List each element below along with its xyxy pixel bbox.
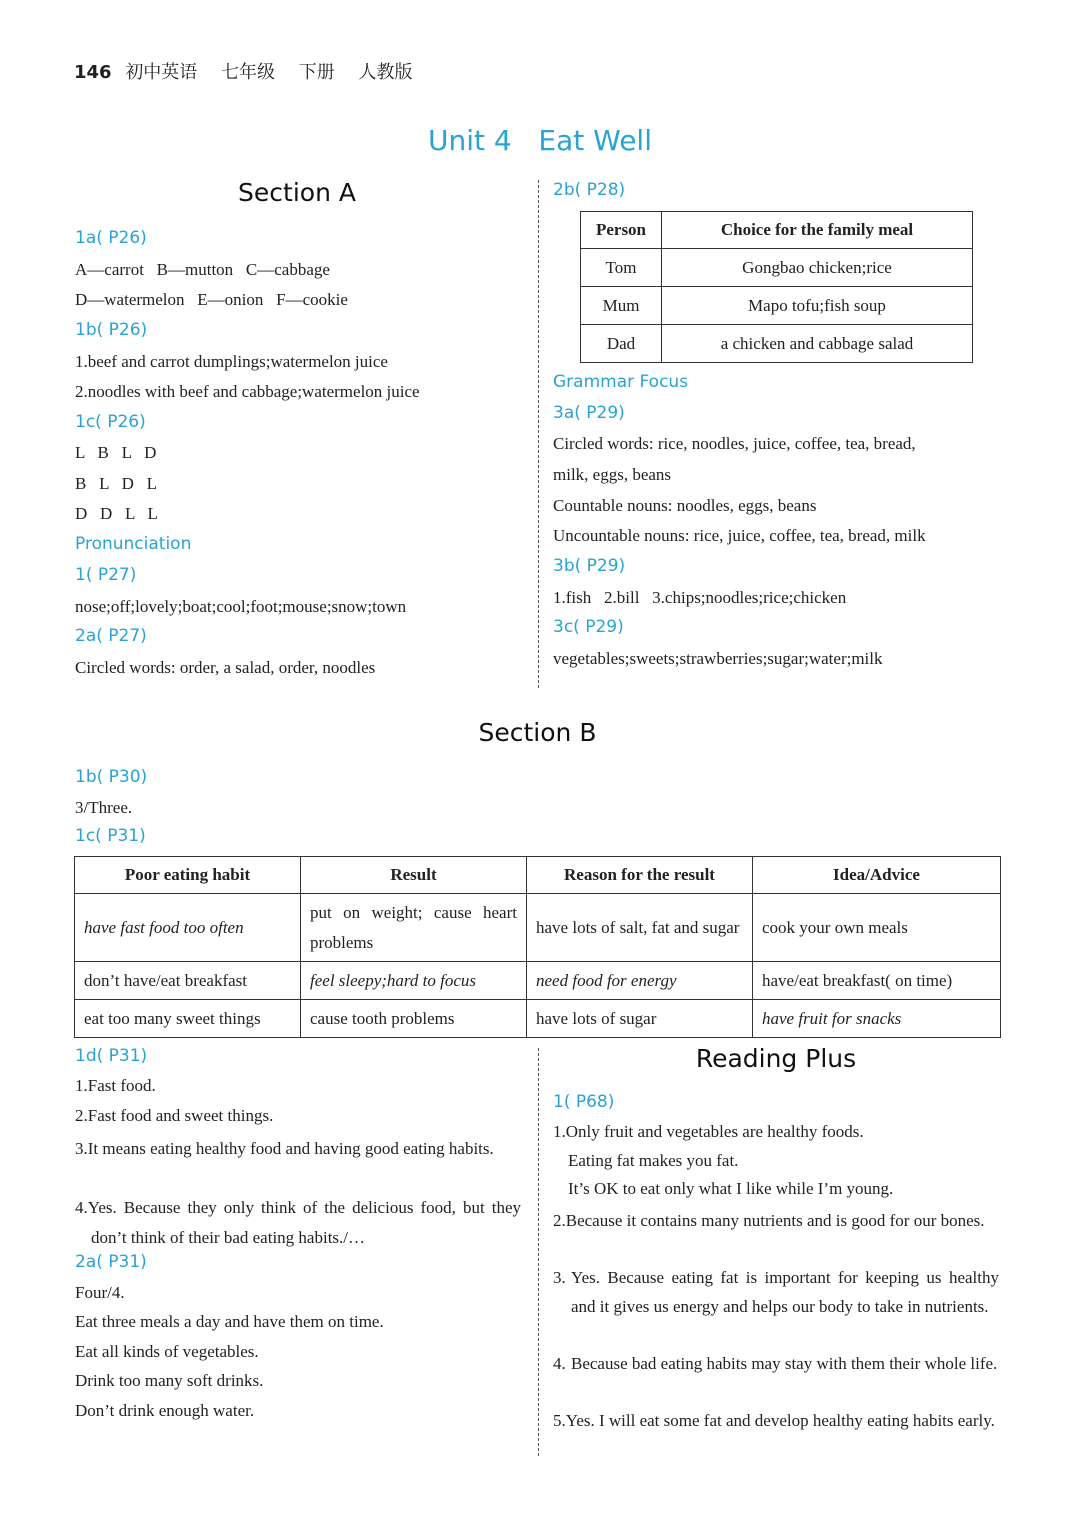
table-header: Result (301, 857, 527, 894)
reading-plus-heading: Reading Plus (695, 1044, 857, 1073)
answer-b-2a-4: Drink too many soft drinks. (75, 1371, 264, 1390)
table-row (75, 894, 1001, 962)
table-cell: eat too many sweet things (75, 1000, 301, 1038)
table-cell: have lots of sugar (527, 1000, 753, 1038)
rp-item1-line2: Eating fat makes you fat. (568, 1151, 739, 1170)
label-1c: 1c( P26) (75, 412, 146, 432)
answer-1d-4: 4.Yes. Because they only think of the delicious food, but they don’t think of their bad eating habits./… (75, 1198, 521, 1247)
page-number: 146 (74, 62, 112, 83)
label-3a: 3a( P29) (553, 403, 625, 423)
table-cell: Tom (581, 249, 662, 287)
answer-1b-line1: 1.beef and carrot dumplings;watermelon juice (75, 352, 388, 371)
label-2b: 2b( P28) (553, 180, 626, 200)
answer-1c-line1: L B L D (75, 443, 157, 462)
table-cell: need food for energy (527, 962, 753, 1000)
answer-1b-line2: 2.noodles with beef and cabbage;watermelon juice (75, 382, 420, 401)
rp-item1-line3: It’s OK to eat only what I like while I’m young. (568, 1179, 894, 1198)
table-header: Person (581, 212, 662, 249)
rp-item3-text: Yes. Because eating fat is important for keeping us healthy and it gives us energy and helps our body to take in nutrients. (571, 1268, 999, 1316)
book-edition: 人教版 (358, 62, 413, 83)
book-volume: 下册 (298, 62, 335, 83)
eating-habits-table (74, 856, 1001, 1038)
grammar-focus-heading: Grammar Focus (553, 372, 689, 392)
book-grade: 七年级 (221, 62, 276, 83)
section-b-heading: Section B (478, 718, 597, 747)
table-row (75, 1000, 1001, 1038)
label-b-1c: 1c( P31) (75, 826, 146, 846)
table-cell: have fast food too often (75, 894, 301, 962)
table-row (581, 325, 973, 363)
table-cell: don’t have/eat breakfast (75, 962, 301, 1000)
table-cell: put on weight; cause heart problems (301, 894, 527, 962)
answer-3a-line4: Uncountable nouns: rice, juice, coffee, tea, bread, milk (553, 526, 926, 545)
answer-pron-1: nose;off;lovely;boat;cool;foot;mouse;snow;town (75, 597, 407, 616)
answer-3b: 1.fish 2.bill 3.chips;noodles;rice;chicken (553, 588, 847, 607)
table-header: Choice for the family meal (662, 212, 973, 249)
answer-1d-3: 3.It means eating healthy food and having good eating habits. (75, 1139, 494, 1158)
label-b-1b: 1b( P30) (75, 767, 148, 787)
answer-b-1b: 3/Three. (75, 798, 133, 817)
table-row (581, 249, 973, 287)
table-cell: have lots of salt, fat and sugar (527, 894, 753, 962)
table-cell: have/eat breakfast( on time) (753, 962, 1001, 1000)
label-b-1d: 1d( P31) (75, 1046, 148, 1066)
table-cell: Gongbao chicken;rice (662, 249, 973, 287)
label-3b: 3b( P29) (553, 556, 626, 576)
answer-b-2a-2: Eat three meals a day and have them on time. (75, 1312, 384, 1331)
table-cell: feel sleepy;hard to focus (301, 962, 527, 1000)
table-cell: cook your own meals (753, 894, 1001, 962)
answer-3c: vegetables;sweets;strawberries;sugar;water;milk (553, 649, 883, 668)
table-cell: have fruit for snacks (753, 1000, 1001, 1038)
table-header: Idea/Advice (753, 857, 1001, 894)
family-meal-table (580, 211, 973, 363)
rp-item3-number: 3. (553, 1268, 566, 1287)
rp-item2: 2.Because it contains many nutrients and is good for our bones. (553, 1211, 985, 1230)
answer-1c-line2: B L D L (75, 474, 158, 493)
label-3c: 3c( P29) (553, 617, 624, 637)
answer-3a-line3: Countable nouns: noodles, eggs, beans (553, 496, 817, 515)
label-pron-1: 1( P27) (75, 565, 137, 585)
label-rp-1: 1( P68) (553, 1092, 615, 1112)
answer-1a-line2: D—watermelon E—onion F—cookie (75, 290, 348, 309)
table-cell: Dad (581, 325, 662, 363)
unit-title: Unit 4 Eat Well (428, 124, 652, 157)
section-a-heading: Section A (238, 178, 356, 207)
answer-1d-1: 1.Fast food. (75, 1076, 156, 1095)
answer-1a-line1: A—carrot B—mutton C—cabbage (75, 260, 330, 279)
answer-b-2a-3: Eat all kinds of vegetables. (75, 1342, 259, 1361)
label-2a: 2a( P27) (75, 626, 147, 646)
table-cell: Mum (581, 287, 662, 325)
label-1b: 1b( P26) (75, 320, 148, 340)
table-row (75, 962, 1001, 1000)
rp-item4-text: Because bad eating habits may stay with them their whole life. (571, 1354, 998, 1373)
table-cell: cause tooth problems (301, 1000, 527, 1038)
column-divider-bottom (538, 1048, 539, 1456)
answer-1c-line3: D D L L (75, 504, 158, 523)
label-1a: 1a( P26) (75, 228, 147, 248)
table-row (581, 287, 973, 325)
table-cell: a chicken and cabbage salad (662, 325, 973, 363)
page-header (74, 58, 413, 84)
book-subject: 初中英语 (125, 62, 198, 83)
answer-b-2a-1: Four/4. (75, 1283, 125, 1302)
answer-b-2a-5: Don’t drink enough water. (75, 1401, 255, 1420)
answer-3a-line2: milk, eggs, beans (553, 465, 672, 484)
rp-item4-number: 4. (553, 1354, 566, 1373)
table-header: Reason for the result (527, 857, 753, 894)
answer-1d-2: 2.Fast food and sweet things. (75, 1106, 274, 1125)
answer-2a: Circled words: order, a salad, order, noodles (75, 658, 376, 677)
rp-item1-line1: 1.Only fruit and vegetables are healthy foods. (553, 1122, 864, 1141)
label-b-2a: 2a( P31) (75, 1252, 147, 1272)
pronunciation-heading: Pronunciation (75, 534, 192, 554)
rp-item3 (553, 1264, 999, 1321)
answer-3a-line1: Circled words: rice, noodles, juice, coffee, tea, bread, (553, 434, 916, 453)
table-cell: Mapo tofu;fish soup (662, 287, 973, 325)
table-header: Poor eating habit (75, 857, 301, 894)
column-divider-top (538, 180, 539, 688)
rp-item5: 5.Yes. I will eat some fat and develop healthy eating habits early. (553, 1411, 995, 1430)
rp-item4 (553, 1350, 999, 1379)
